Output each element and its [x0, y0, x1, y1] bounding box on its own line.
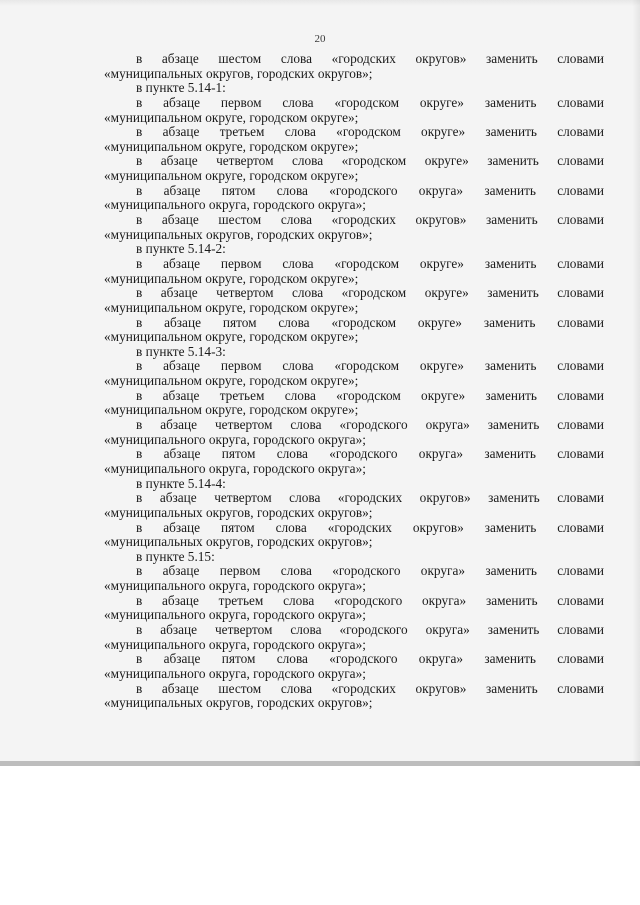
text-line: в абзаце пятом слова «городского округа» заменить словами [136, 651, 604, 667]
section-heading-line: в пункте 5.14-3: [136, 343, 226, 359]
text-line: «муниципальных округов, городских округов»; [104, 504, 373, 520]
text-line: в абзаце четвертом слова «городском округе» заменить словами [136, 153, 604, 169]
text-line: в абзаце четвертом слова «городских округов» заменить словами [136, 490, 604, 506]
text-line: «муниципальных округов, городских округов»; [104, 226, 373, 242]
text-line: в абзаце третьем слова «городском округе» заменить словами [136, 124, 604, 140]
text-line: «муниципальном округе, городском округе»; [104, 168, 359, 184]
text-line: «муниципального округа, городского округа»; [104, 431, 366, 447]
text-line: «муниципальных округов, городских округов»; [104, 65, 373, 81]
text-line: в абзаце шестом слова «городских округов» заменить словами [136, 680, 604, 696]
section-heading-line: в пункте 5.14-2: [136, 241, 226, 257]
section-heading-line: в пункте 5.15: [136, 548, 215, 564]
text-line: в абзаце пятом слова «городском округе» заменить словами [136, 314, 604, 330]
text-line: в абзаце четвертом слова «городского округа» заменить словами [136, 417, 604, 433]
document-body [104, 52, 604, 711]
text-line: в абзаце первом слова «городском округе» заменить словами [136, 358, 604, 374]
text-line: в абзаце третьем слова «городском округе» заменить словами [136, 387, 604, 403]
text-line: в абзаце шестом слова «городских округов» заменить словами [136, 51, 604, 66]
text-line: «муниципальном округе, городском округе»; [104, 138, 359, 154]
text-line: «муниципального округа, городского округа»; [104, 197, 366, 213]
text-line: «муниципального округа, городского округа»; [104, 665, 366, 681]
text-line: в абзаце пятом слова «городских округов» заменить словами [136, 519, 604, 535]
text-line: «муниципальном округе, городском округе»; [104, 270, 359, 286]
scan-right-shadow [632, 0, 640, 766]
text-line: в абзаце пятом слова «городского округа» заменить словами [136, 182, 604, 198]
text-line: «муниципальных округов, городских округов»; [104, 695, 373, 711]
text-line: «муниципальных округов, городских округов»; [104, 534, 373, 550]
text-line: в абзаце первом слова «городского округа» заменить словами [136, 563, 604, 579]
text-line: «муниципального округа, городского округа»; [104, 578, 366, 594]
text-line: в абзаце четвертом слова «городском округе» заменить словами [136, 285, 604, 301]
text-line: в абзаце пятом слова «городского округа» заменить словами [136, 446, 604, 462]
text-line: «муниципального округа, городского округа»; [104, 460, 366, 476]
text-line: «муниципальном округе, городском округе»; [104, 299, 359, 315]
page-number: 20 [314, 33, 326, 45]
text-line: «муниципальном округе, городском округе»; [104, 402, 359, 418]
text-line: «муниципальном округе, городском округе»; [104, 373, 359, 389]
section-heading-line: в пункте 5.14-4: [136, 475, 226, 491]
text-line: в абзаце первом слова «городском округе» заменить словами [136, 255, 604, 271]
text-line: в абзаце шестом слова «городских округов» заменить словами [136, 212, 604, 228]
text-line: «муниципального округа, городского округа»; [104, 636, 366, 652]
text-line: в абзаце первом слова «городском округе» заменить словами [136, 94, 604, 110]
scan-top-shadow [0, 0, 640, 6]
text-line: «муниципальном округе, городском округе»; [104, 109, 359, 125]
section-heading-line: в пункте 5.14-1: [136, 80, 226, 96]
text-line: «муниципального округа, городского округа»; [104, 607, 366, 623]
text-line: «муниципальном округе, городском округе»; [104, 329, 359, 345]
text-line: в абзаце третьем слова «городского округа» заменить словами [136, 592, 604, 608]
text-line: в абзаце четвертом слова «городского округа» заменить словами [136, 621, 604, 637]
